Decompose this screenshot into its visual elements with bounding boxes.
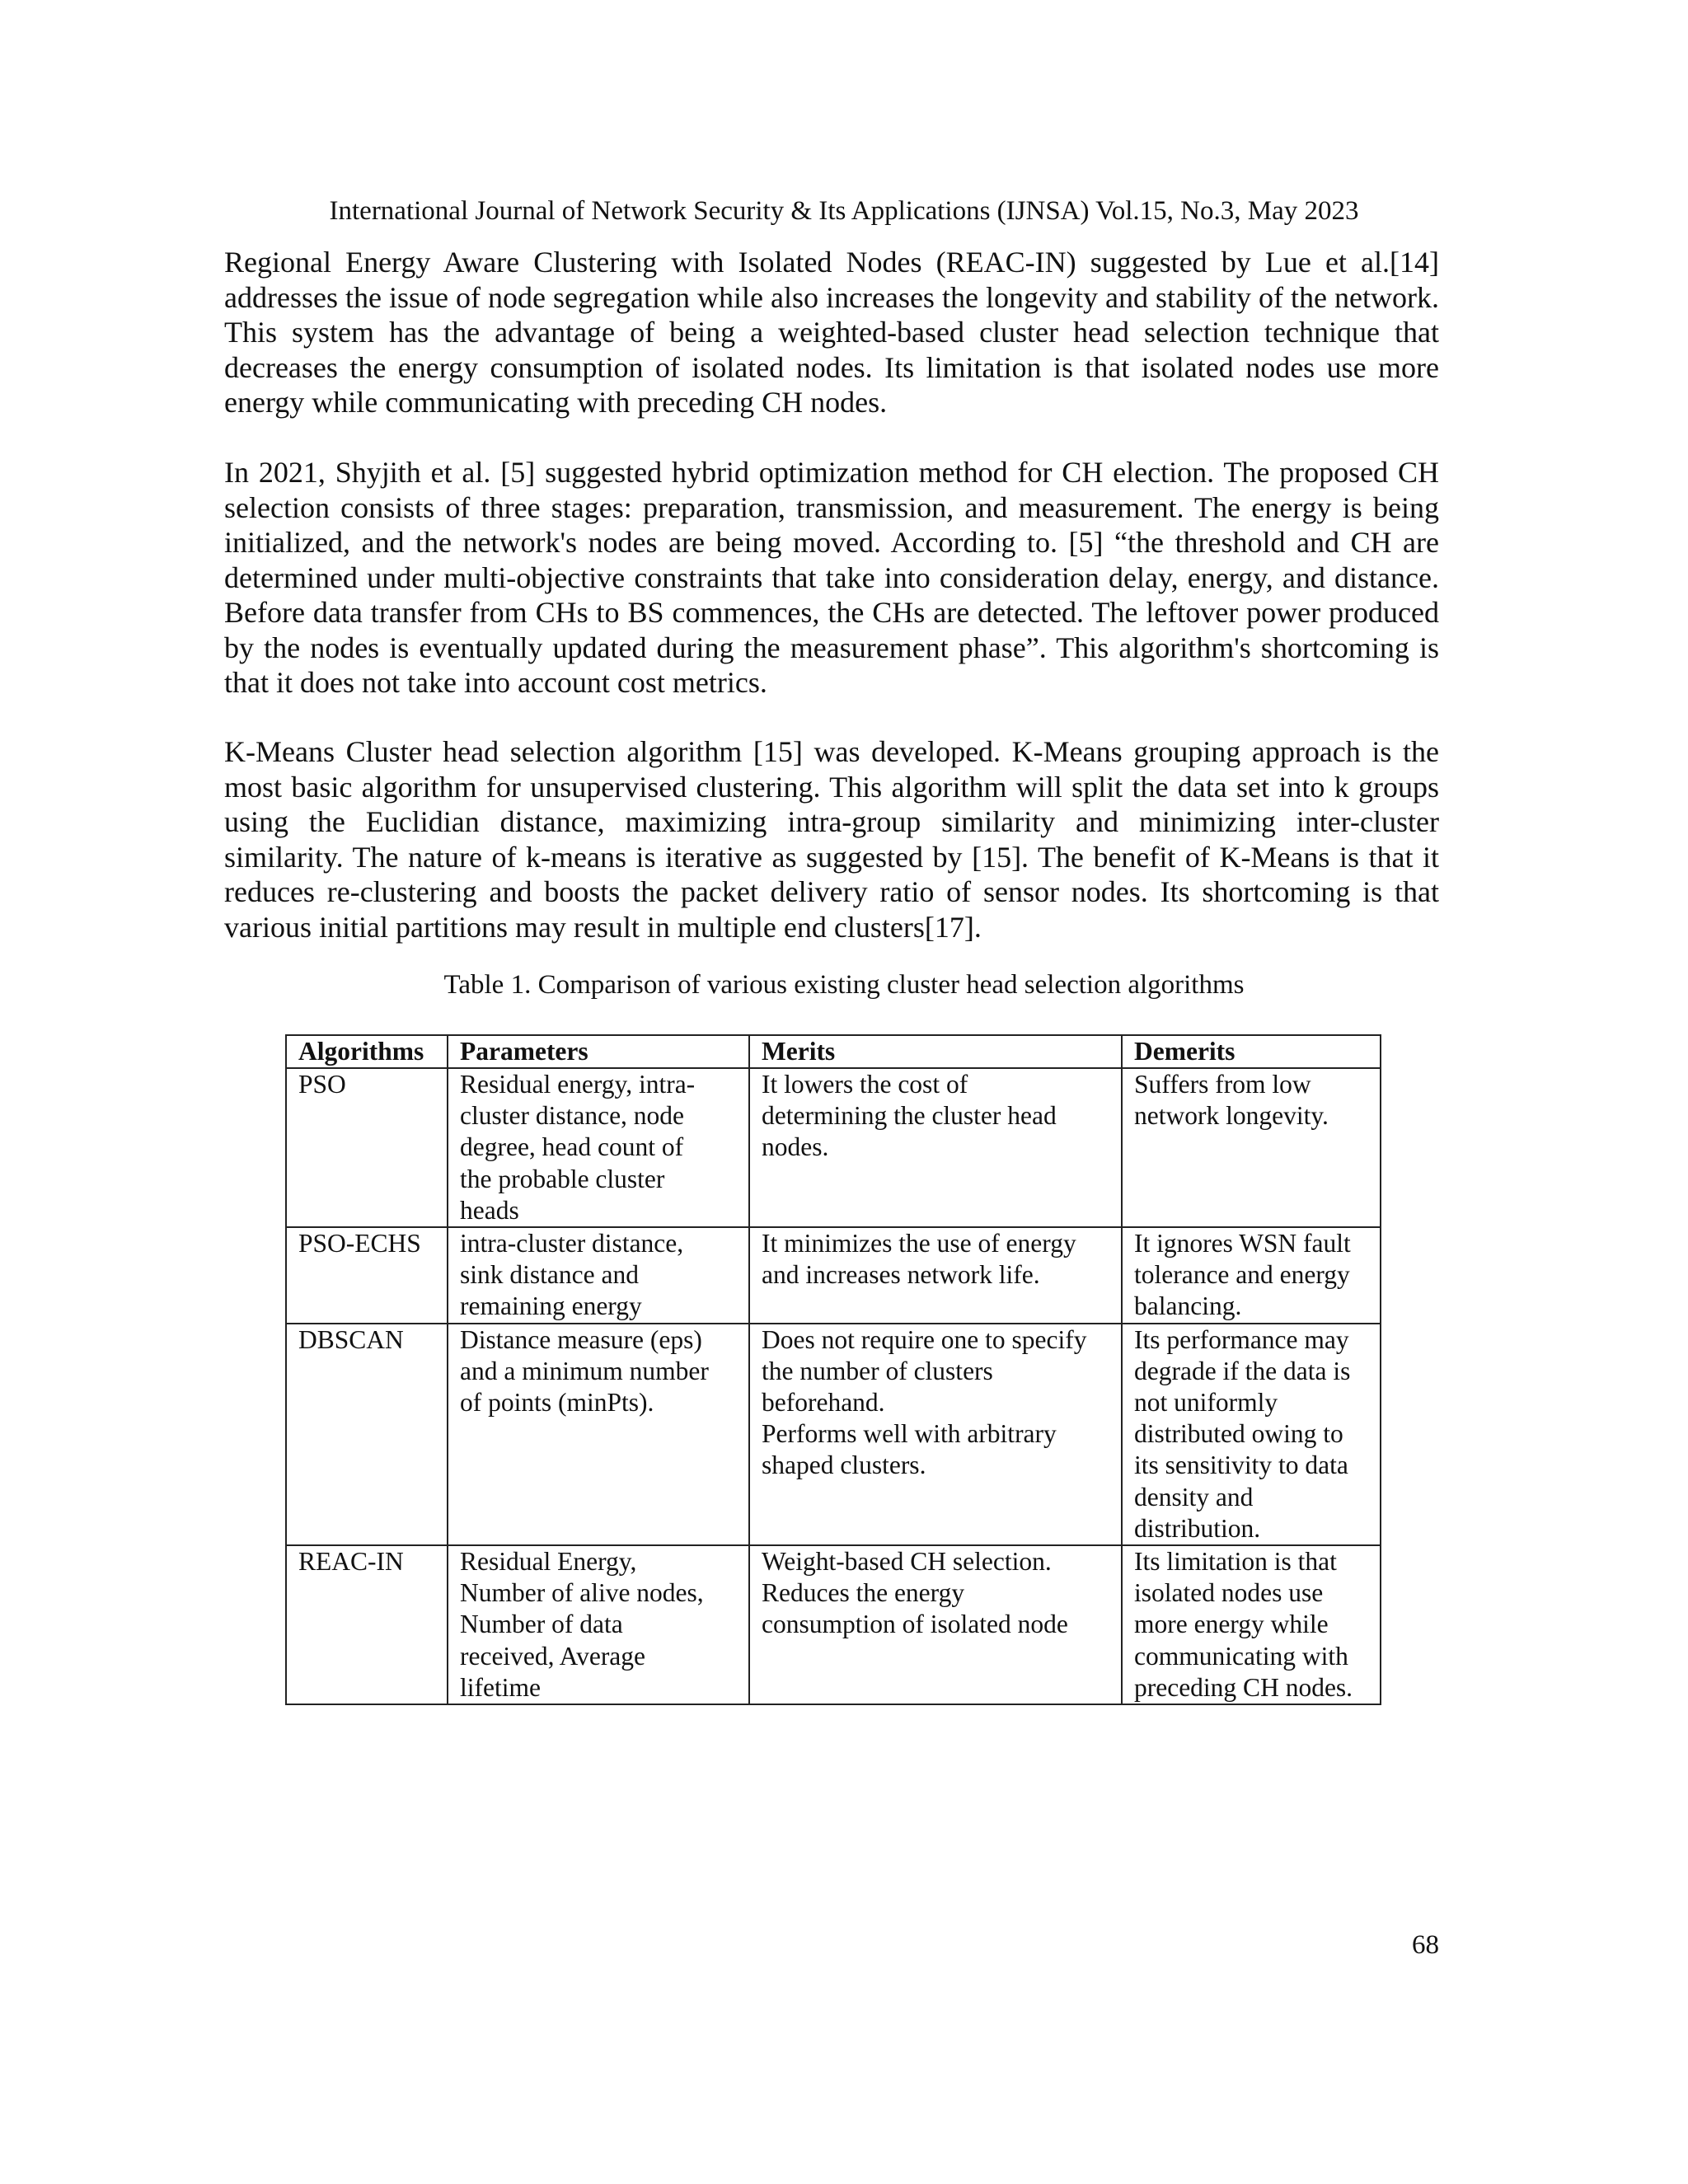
cell-merits: It minimizes the use of energy and increases network life. <box>749 1227 1122 1324</box>
comparison-table <box>285 1034 1381 1705</box>
paragraph-reac-in <box>224 245 1439 420</box>
page-number: 68 <box>1412 1930 1439 1960</box>
paragraph-text: K-Means Cluster head selection algorithm [15] was developed. K-Means grouping approach is the most basic algorithm for unsupervised clustering. This algorithm will split the data set into k groups using the Euclidian distance, maximizing intra-group similarity and minimizing inter-cluster similarity. The nature of k-means is iterative as suggested by [15]. The benefit of K-Means is that it reduces re-clustering and boosts the packet delivery ratio of sensor nodes. Its shortcoming is that various initial partitions may result in multiple end clusters[17]. <box>224 735 1439 944</box>
header-merits: Merits <box>749 1035 1122 1068</box>
cell-demerits: Its performance may degrade if the data is not uniformly distributed owing to its sensitivity to data density and distribution. <box>1122 1324 1381 1545</box>
cell-merits: Does not require one to specify the number of clusters beforehand. Performs well with arbitrary shaped clusters. <box>749 1324 1122 1545</box>
cell-algorithm: PSO <box>286 1068 448 1227</box>
paragraph-text: Regional Energy Aware Clustering with Isolated Nodes (REAC-IN) suggested by Lue et al.[14] addresses the issue of node segregation while also increases the longevity and stability of the network. This system has the advantage of being a weighted-based cluster head selection technique that decreases the energy consumption of isolated nodes. Its limitation is that isolated nodes use more energy while communicating with preceding CH nodes. <box>224 246 1439 419</box>
cell-parameters: Distance measure (eps) and a minimum number of points (minPts). <box>448 1324 749 1545</box>
cell-demerits: Its limitation is that isolated nodes use more energy while communicating with preceding CH nodes. <box>1122 1545 1381 1704</box>
table-caption: Table 1. Comparison of various existing cluster head selection algorithms <box>443 970 1245 1000</box>
table-row <box>286 1068 1381 1227</box>
cell-algorithm: REAC-IN <box>286 1545 448 1704</box>
paragraph-kmeans <box>224 734 1439 944</box>
paragraph-text: In 2021, Shyjith et al. [5] suggested hybrid optimization method for CH election. The proposed CH selection consists of three stages: preparation, transmission, and measurement. The energy is being initialized, and the network's nodes are being moved. According to. [5] “the threshold and CH are determined under multi-objective constraints that take into consideration delay, energy, and distance. Before data transfer from CHs to BS commences, the CHs are detected. The leftover power produced by the nodes is eventually updated during the measurement phase”. This algorithm's shortcoming is that it does not take into account cost metrics. <box>224 456 1439 699</box>
cell-algorithm: DBSCAN <box>286 1324 448 1545</box>
paragraph-shyjith <box>224 455 1439 701</box>
cell-demerits: Suffers from low network longevity. <box>1122 1068 1381 1227</box>
header-demerits: Demerits <box>1122 1035 1381 1068</box>
table-row <box>286 1324 1381 1545</box>
cell-parameters: intra-cluster distance, sink distance and remaining energy <box>448 1227 749 1324</box>
cell-parameters: Residual energy, intra- cluster distance, node degree, head count of the probable cluster heads <box>448 1068 749 1227</box>
cell-demerits: It ignores WSN fault tolerance and energy balancing. <box>1122 1227 1381 1324</box>
running-header: International Journal of Network Security & Its Applications (IJNSA) Vol.15, No.3, May 2023 <box>329 196 1359 226</box>
cell-merits: It lowers the cost of determining the cluster head nodes. <box>749 1068 1122 1227</box>
cell-algorithm: PSO-ECHS <box>286 1227 448 1324</box>
cell-merits: Weight-based CH selection. Reduces the energy consumption of isolated node <box>749 1545 1122 1704</box>
header-algorithms: Algorithms <box>286 1035 448 1068</box>
table-row <box>286 1227 1381 1324</box>
header-parameters: Parameters <box>448 1035 749 1068</box>
table-row <box>286 1545 1381 1704</box>
cell-parameters: Residual Energy, Number of alive nodes, Number of data received, Average lifetime <box>448 1545 749 1704</box>
table-header-row <box>286 1035 1381 1068</box>
